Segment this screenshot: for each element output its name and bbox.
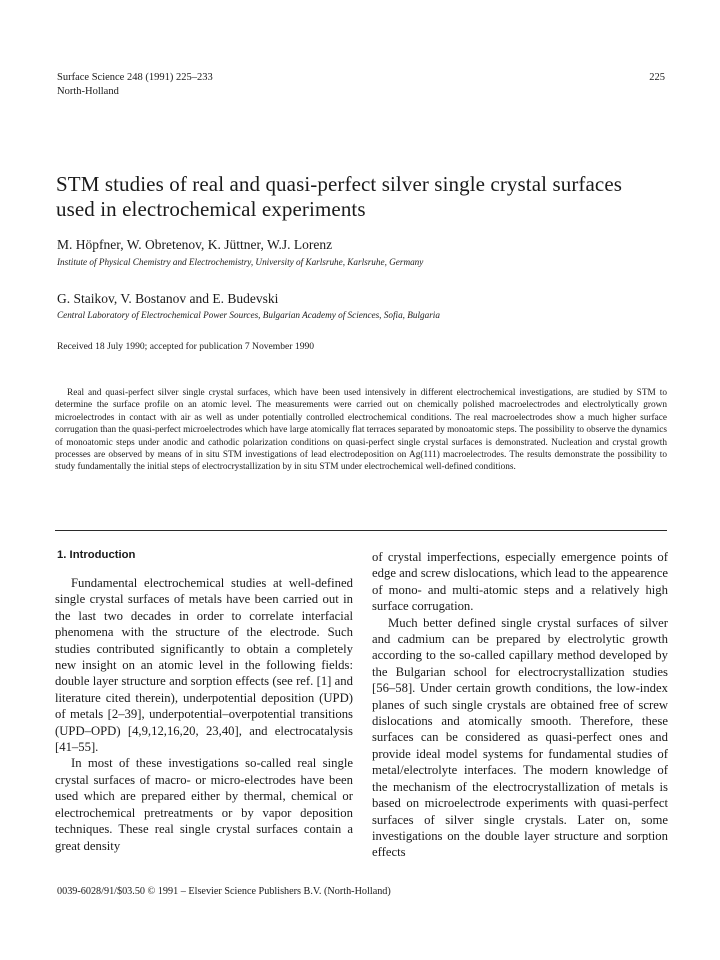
page-number: 225 — [649, 72, 665, 83]
body-paragraph: Fundamental electrochemical studies at well-defined single crystal surfaces of metals have been carried out in the last two decades in order to correlate interfacial phenomena with the structure of the electrode. Such studies contributed significantly to obtain a completely new insight on an atomic level in the following fields: double layer structure and sorption effects (see ref. [1] and literature cited therein), underpotential deposition (UPD) of metals [2–39], underpotential–overpotential transitions (UPD–OPD) [4,9,12,16,20, 23,40], and electrocatalysis [41–55]. — [55, 576, 353, 755]
section-heading: 1. Introduction — [57, 549, 136, 561]
author-list-2: G. Staikov, V. Bostanov and E. Budevski — [57, 291, 279, 306]
affiliation-1: Institute of Physical Chemistry and Electrochemistry, University of Karlsruhe, Karlsruhe, Germany — [57, 257, 424, 267]
body-paragraph: of crystal imperfections, especially emergence points of edge and screw dislocations, which lead to the appearence of mono- and multi-atomic steps and a relatively high surface corrugation. — [372, 550, 668, 614]
paper-title — [56, 172, 676, 222]
body-paragraph: Much better defined single crystal surfaces of silver and cadmium can be prepared by electrolytic growth according to the so-called capillary method developed by the Bulgarian school for electrocrystallization studies [56–58]. Under certain growth conditions, the low-index planes of such single crystals are obtained free of screw dislocations and atomically smooth. Therefore, these surfaces can be considered as quasi-perfect ones and provide ideal model systems for fundamental studies of metal/electrolyte interfaces. The modern knowledge of the mechanism of the electrocrystallization of metals is based on microelectrode experiments with quasi-perfect surfaces of silver single crystals. Later on, some investigations on the double layer structure and sorption effects — [372, 615, 668, 860]
body-column-left — [55, 575, 353, 854]
title-line-1: STM studies of real and quasi-perfect silver single crystal surfaces — [56, 172, 623, 196]
body-paragraph: In most of these investigations so-called real single crystal surfaces of macro- or micro-electrodes have been used which are prepared either by thermal, chemical or electrochemical pretreatments or by vapor deposition techniques. These real single crystal surfaces contain a great density — [55, 756, 353, 853]
title-line-2: used in electrochemical experiments — [56, 197, 366, 221]
received-dates: Received 18 July 1990; accepted for publication 7 November 1990 — [57, 341, 315, 352]
publisher-location: North-Holland — [57, 86, 119, 97]
author-list-1: M. Höpfner, W. Obretenov, K. Jüttner, W.J. Lorenz — [57, 237, 333, 252]
affiliation-2: Central Laboratory of Electrochemical Power Sources, Bulgarian Academy of Sciences, Sofia, Bulgaria — [57, 310, 440, 320]
journal-citation: Surface Science 248 (1991) 225–233 — [57, 72, 213, 83]
abstract-text: Real and quasi-perfect silver single crystal surfaces, which have been used intensively in different electrochemical investigations, are studied by STM to determine the surface profile on an atomic level. The measurements were carried out on chemically polished macroelectrodes and electrolytically grown microelectrodes in contact with air as well as under potentially controlled electrochemical conditions. The real macroelectrodes show a much higher surface corrugation than the quasi-perfect microelectrodes which have large atomically flat terraces separated by monoatomic steps. The possibility to observe the dynamics of monoatomic steps under anodic and cathodic polarization conditions on quasi-perfect single crystal surfaces is demonstrated. Nucleation and crystal growth processes are observed by means of in situ STM investigations of lead electrodeposition on Ag(111) macroelectrodes. The results demonstrate the possibility to study fundamentally the initial steps of electrocrystallization by in situ STM under electrochemical well-defined conditions. — [55, 388, 667, 473]
body-column-right — [372, 549, 668, 861]
abstract — [55, 387, 667, 474]
abstract-divider — [55, 530, 667, 531]
copyright-footer: 0039-6028/91/$03.50 © 1991 – Elsevier Science Publishers B.V. (North-Holland) — [57, 886, 391, 897]
